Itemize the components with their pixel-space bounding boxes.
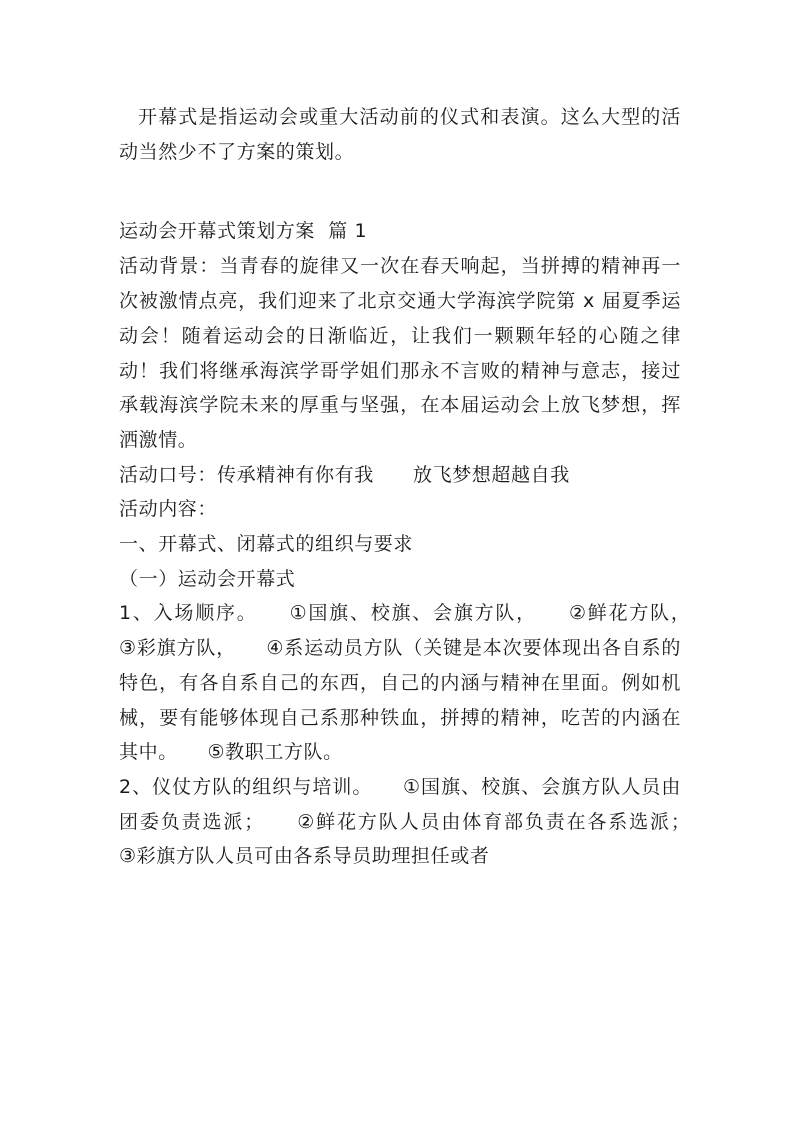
- document-body: [119, 100, 721, 874]
- background-paragraph: 活动背景：当青春的旋律又一次在春天响起，当拼搏的精神再一次被激情点亮，我们迎来了北京交通大学海滨学院第 x 届夏季运动会！随着运动会的日渐临近，让我们一颗颗年轻的心随之律动！我们将继承海滨学哥学姐们那永不言败的精神与意志，接过承载海滨学院未来的厚重与坚强，在本届运动会上放飞梦想，挥洒激情。: [119, 255, 681, 451]
- team-training-paragraph: 2、仪仗方队的组织与培训。 ①国旗、校旗、会旗方队人员由团委负责选派； ②鲜花方队人员由体育部负责在各系选派； ③彩旗方队人员可由各系导员助理担任或者: [119, 775, 721, 868]
- slogan-paragraph: 活动口号：传承精神有你有我 放飞梦想超越自我: [119, 463, 570, 486]
- intro-paragraph: 开幕式是指运动会或重大活动前的仪式和表演。这么大型的活动当然少不了方案的策划。: [119, 106, 681, 163]
- subsection-heading-1: （一）运动会开幕式: [119, 567, 296, 590]
- section-heading-1: 一、开幕式、闭幕式的组织与要求: [119, 533, 414, 556]
- section-spacer: [119, 169, 681, 213]
- entry-order-paragraph: 1、入场顺序。 ①国旗、校旗、会旗方队， ②鲜花方队， ③彩旗方队， ④系运动员方队（关键是本次要体现出各自系的特色，有各自系自己的东西，自己的内涵与精神在里面。例如机械，要有能够体现自己系那种铁血，拼搏的精神，吃苦的内涵在其中。 ⑤教职工方队。: [119, 602, 721, 764]
- section-title: 运动会开幕式策划方案 篇 1: [119, 220, 368, 243]
- content-heading: 活动内容：: [119, 498, 218, 521]
